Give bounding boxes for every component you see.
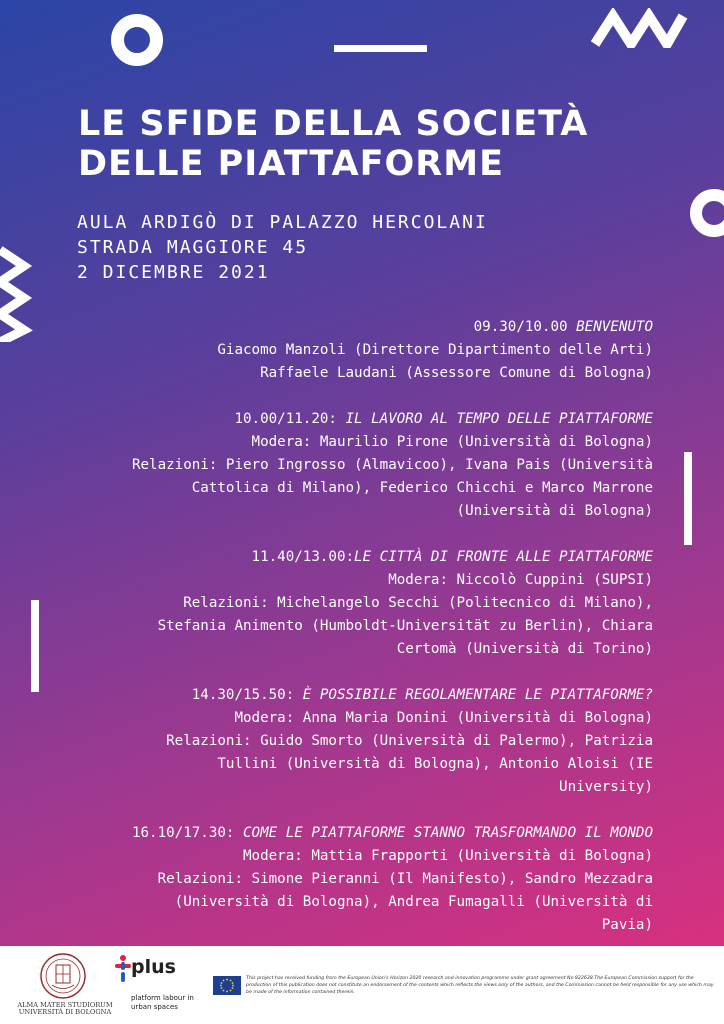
plus-tagline-line: platform labour in (131, 994, 194, 1002)
session-line: Relazioni: Simone Pieranni (Il Manifesto), Sandro Mezzadra (157, 871, 653, 887)
session-time: 10.00/11.20: (234, 411, 346, 427)
session-header (53, 822, 653, 845)
bar-icon (684, 452, 692, 545)
title-line: LE SFIDE DELLA SOCIETÀ (78, 104, 589, 144)
session-line: Certomà (Università di Torino) (396, 641, 653, 657)
zigzag-icon (589, 8, 689, 48)
session-topic: LE CITTÀ DI FRONTE ALLE PIATTAFORME (354, 549, 653, 565)
session-topic: COME LE PIATTAFORME STANNO TRASFORMANDO IL MONDO (243, 825, 653, 841)
event-date: 2 DICEMBRE 2021 (77, 262, 270, 283)
session-time: 11.40/13.00: (251, 549, 355, 565)
session-line: Modera: Niccolò Cuppini (SUPSI) (388, 572, 653, 588)
session-topic: IL LAVORO AL TEMPO DELLE PIATTAFORME (345, 411, 653, 427)
ring-icon (690, 189, 724, 237)
ring-icon (111, 14, 163, 66)
session (53, 408, 653, 523)
session-header (53, 316, 653, 339)
session-header (53, 408, 653, 431)
session (53, 822, 653, 937)
eu-funding-disclaimer: This project has received funding from the European Union's Horizon 2020 research and innovation programme under grant agreement No 822638.The European Commission support for the production of this publication does not constitute an endorsement of the contents which reflects the views only of the authors, and the Commission cannot be held responsible for any use which may be made of the information contained therein. (246, 976, 714, 995)
venue-address: STRADA MAGGIORE 45 (77, 237, 309, 258)
session (53, 316, 653, 385)
session-line: (Università di Bologna), Andrea Fumagalli (Università di (174, 894, 653, 910)
venue-hall: AULA ARDIGÒ DI PALAZZO HERCOLANI (77, 212, 488, 233)
dash-icon (334, 45, 427, 52)
sponsor-footer (0, 946, 724, 1024)
session-line: Modera: Mattia Frapporti (Università di Bologna) (243, 848, 653, 864)
university-name (4, 1002, 126, 1016)
university-seal-icon (38, 952, 88, 1000)
session-line: Pavia) (601, 917, 653, 933)
zigzag-icon (0, 246, 34, 342)
session-line: (Università di Bologna) (456, 503, 653, 519)
session-line: Relazioni: Michelangelo Secchi (Politecnico di Milano), (183, 595, 653, 611)
session-time: 14.30/15.50: (191, 687, 303, 703)
session (53, 684, 653, 799)
plus-tagline-line: urban spaces (131, 1003, 178, 1011)
session-line: Modera: Maurilio Pirone (Università di Bologna) (251, 434, 653, 450)
plus-logo-icon (114, 954, 132, 984)
session-line: Relazioni: Guido Smorto (Università di Palermo), Patrizia (166, 733, 653, 749)
session-header (53, 684, 653, 707)
title-line: DELLE PIATTAFORME (78, 144, 504, 184)
eu-flag-icon (213, 976, 241, 995)
session-line: University) (559, 779, 653, 795)
session-line: Modera: Anna Maria Donini (Università di Bologna) (234, 710, 653, 726)
bar-icon (31, 600, 39, 692)
university-name-line: UNIVERSITÀ DI BOLOGNA (18, 1008, 112, 1016)
session (53, 546, 653, 661)
plus-tagline (131, 994, 194, 1012)
session-line: Cattolica di Milano), Federico Chicchi e Marco Marrone (191, 480, 653, 496)
session-line: Stefania Animento (Humboldt-Universität zu Berlin), Chiara (157, 618, 653, 634)
session-line: Relazioni: Piero Ingrosso (Almavicoo), Ivana Pais (Università (131, 457, 653, 473)
session-line: Raffaele Laudani (Assessore Comune di Bologna) (260, 365, 653, 381)
university-name-line: ALMA MATER STUDIORUM (17, 1001, 113, 1009)
event-title (78, 104, 588, 184)
session-time: 16.10/17.30: (131, 825, 243, 841)
session-header (53, 546, 653, 569)
session-time: 09.30/10.00 (473, 319, 577, 335)
program-list (53, 316, 653, 946)
session-line: Tullini (Università di Bologna), Antonio Aloisi (IE (217, 756, 653, 772)
session-topic: BENVENUTO (576, 319, 653, 335)
session-line: Giacomo Manzoli (Direttore Dipartimento delle Arti) (217, 342, 653, 358)
plus-logo-text: plus (131, 956, 176, 978)
session-topic: È POSSIBILE REGOLAMENTARE LE PIATTAFORME? (302, 687, 653, 703)
event-venue (77, 210, 488, 285)
